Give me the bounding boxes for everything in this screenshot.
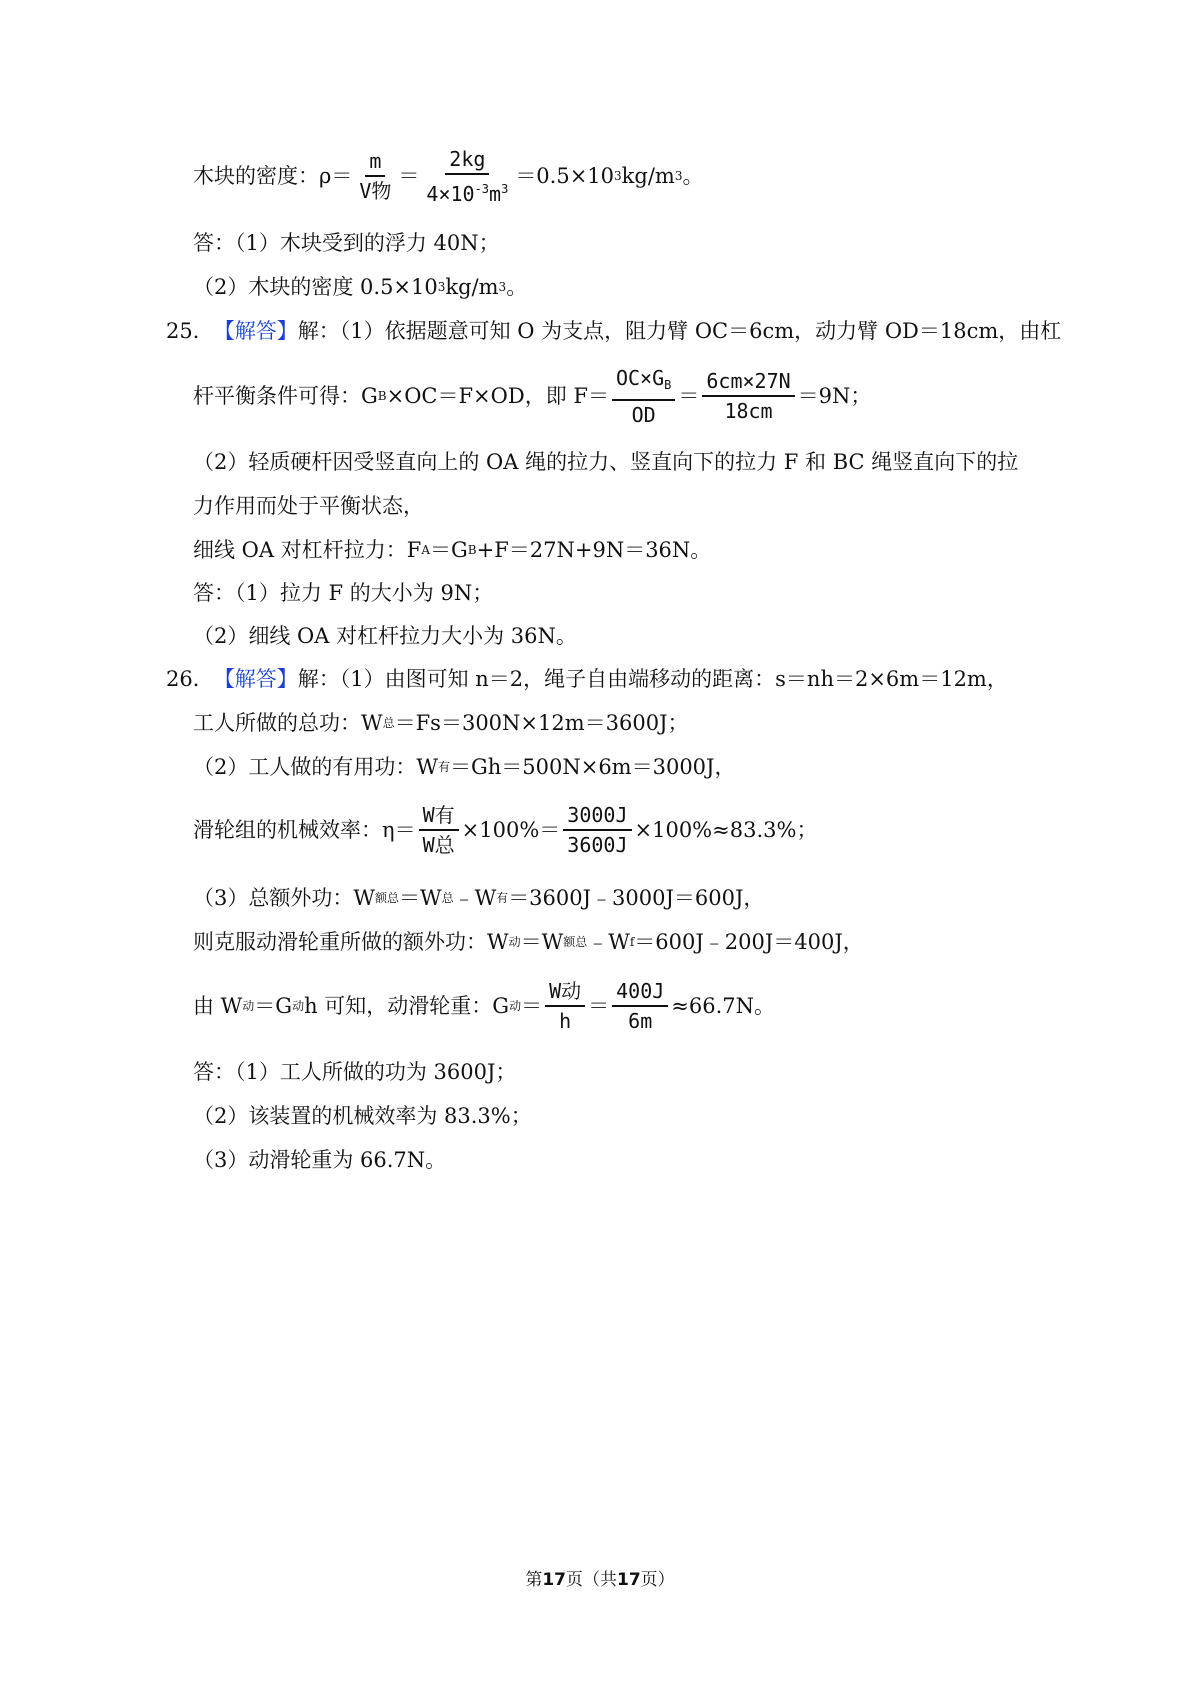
q26-line-2: 工人所做的总功：W 总 ＝Fs＝300N×12m＝3600J； [193,711,689,735]
answer-tag: 【解答】 [213,319,298,343]
page-footer: 第17页（共17页） [525,1570,675,1590]
pulley-fraction-2: $\frac{400J}{6m}$ [612,979,668,1033]
q26-efficiency-formula: 滑轮组的机械效率：η＝ $\frac{\text{W有}}{\text{W总}}$ ×100%＝ $\frac{3000J}{3600J}$ ×100%≈83.3%； [193,803,818,857]
q26-line-3: （2）工人做的有用功：W 有 ＝Gh＝500N×6m＝3000J， [193,755,736,779]
q26-line-5: （3）总额外功：W 额总 ＝W 总 ﹣W 有 ＝3600J﹣3000J＝600J， [193,886,765,910]
question-number: 25． [166,319,214,343]
density-formula: 木块的密度：ρ＝ $\frac{m}{\text{V物}}$ ＝ $\frac{2kg}{4\times 10^{-3}m^3}$ ＝0.5×10 3 kg/m 3 。 [193,146,704,206]
density-fraction-2: $\frac{2kg}{4\times 10^{-3}m^3}$ [426,146,509,206]
q26-answer-2: （2）该装置的机械效率为 83.3%； [193,1104,532,1128]
q26-pulley-formula: 由 W 动 ＝G 动 h 可知，动滑轮重：G 动 ＝ $\frac{\text{W动}}{h}$ ＝ $\frac{400J}{6m}$ ≈66.7N。 [193,979,776,1033]
efficiency-fraction-1: $\frac{\text{W有}}{\text{W总}}$ [419,803,459,857]
page-total: 17 [617,1570,641,1590]
question-number: 26． [166,667,214,691]
q26-line-1: 26． 【解答】 解：（1）由图可知 n＝2，绳子自由端移动的距离：s＝nh＝2×6m＝12m， [166,664,1008,694]
efficiency-fraction-2: $\frac{3000J}{3600J}$ [563,803,631,857]
q26-line-6: 则克服动滑轮重所做的额外功：W 动 ＝W 额总 ﹣W f ＝600J﹣200J＝400J， [193,930,864,954]
q25-line-3: （2）轻质硬杆因受竖直向上的 OA 绳的拉力、竖直向下的拉力 F 和 BC 绳竖直向下的拉 [193,450,1019,474]
page-number: 17 [542,1570,566,1590]
answer-tag: 【解答】 [213,667,298,691]
q25-line-1: 25． 【解答】 解：（1）依据题意可知 O 为支点，阻力臂 OC＝6cm，动力臂 OD＝18cm，由杠 [166,316,1061,346]
q24-answer-2: （2）木块的密度 0.5×10 3 kg/m 3 。 [193,275,528,299]
q25-answer-2: （2）细线 OA 对杠杆拉力大小为 36N。 [193,624,577,648]
pulley-fraction-1: $\frac{\text{W动}}{h}$ [545,979,585,1033]
q26-answer-1: 答：（1）工人所做的功为 3600J； [193,1060,517,1084]
density-fraction-1: $\frac{m}{\text{V物}}$ [359,149,392,203]
q25-line-5: 细线 OA 对杠杆拉力：F A ＝G B +F＝27N+9N＝36N。 [193,538,712,562]
q25-lever-formula: 杆平衡条件可得：G B ×OC＝F×OD，即 F＝ $\frac{OC\times G_B}{OD}$ ＝ $\frac{6cm\times 27N}{18cm}$ ＝9N； [193,365,872,427]
lever-fraction-1: $\frac{OC\times G_B}{OD}$ [612,366,675,427]
lever-fraction-2: $\frac{6cm\times 27N}{18cm}$ [702,369,794,423]
q24-answer-1: 答：（1）木块受到的浮力 40N； [193,231,500,255]
q25-line-4: 力作用而处于平衡状态， [193,494,424,518]
q26-answer-3: （3）动滑轮重为 66.7N。 [193,1148,447,1172]
q25-answer-1: 答：（1）拉力 F 的大小为 9N； [193,581,494,605]
